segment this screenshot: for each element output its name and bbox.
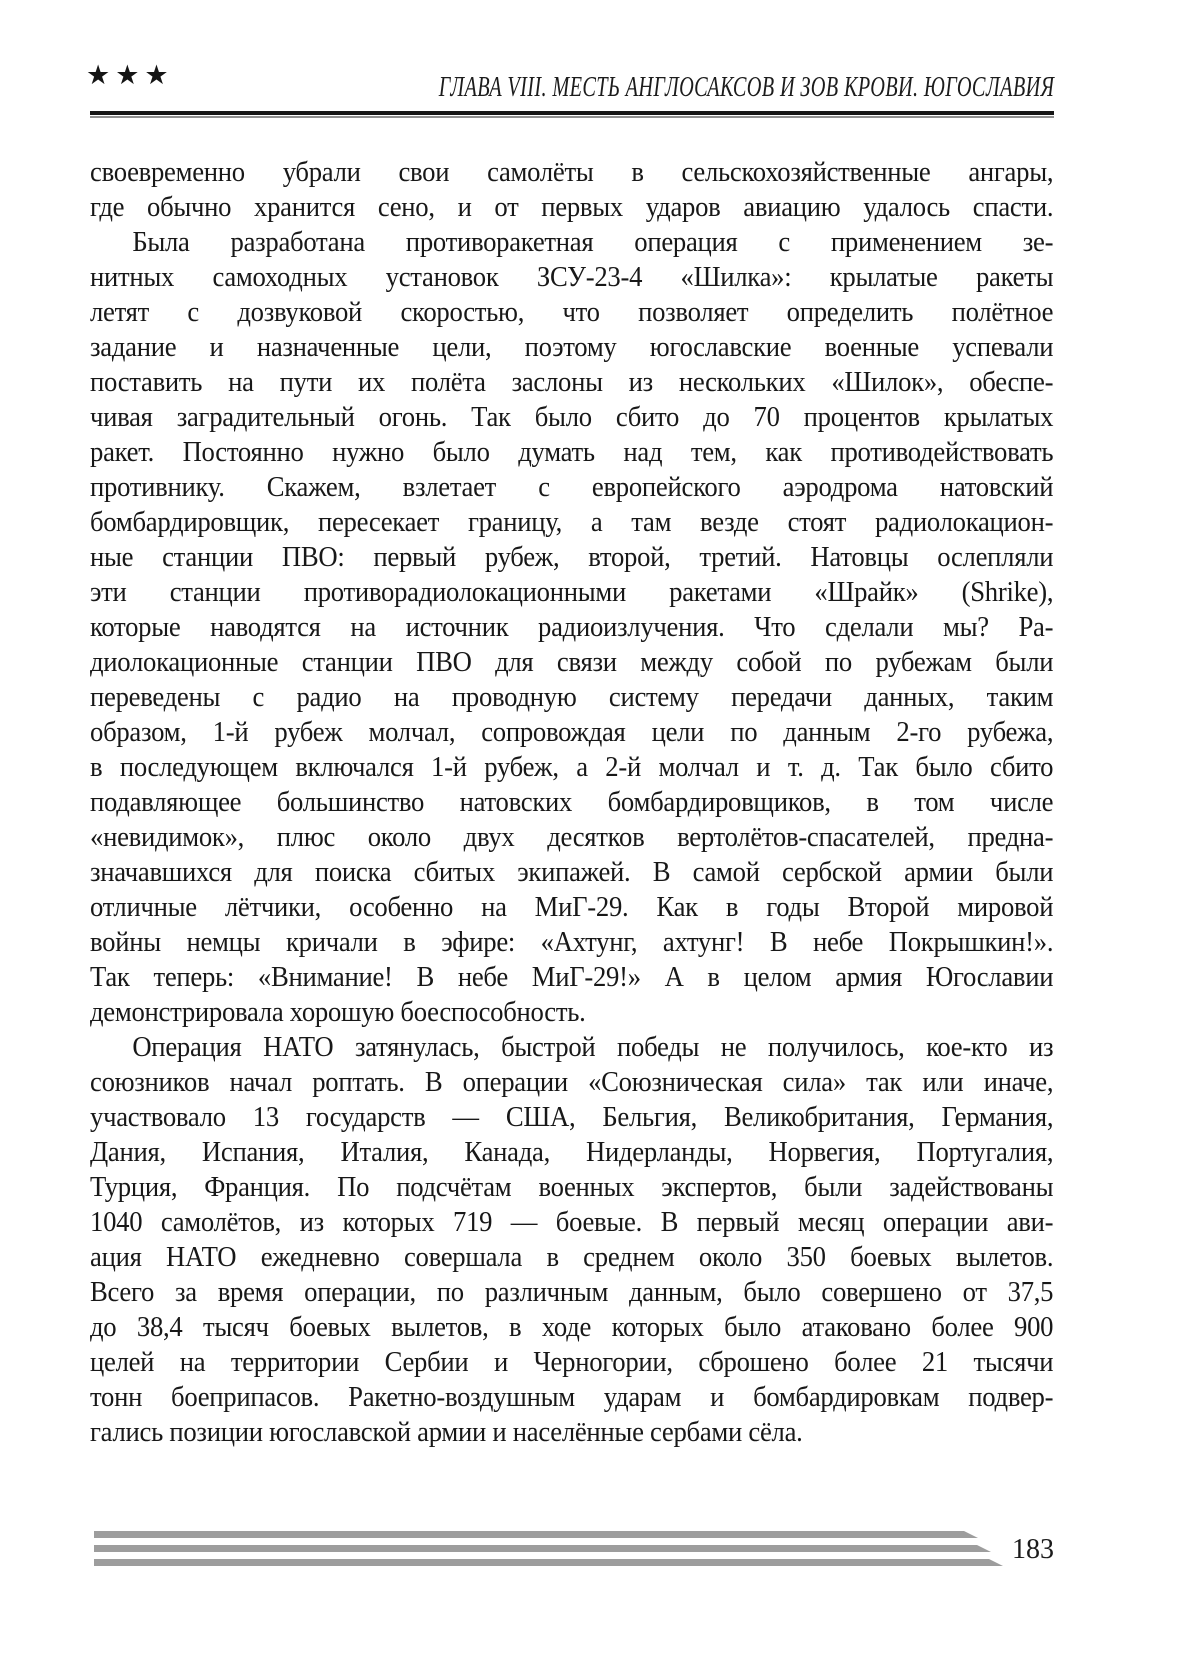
text-line: целей на территории Сербии и Черногории, сброшено более 21 тысячи <box>90 1346 1054 1378</box>
text-line: где обычно хранится сено, и от первых ударов авиацию удалось спасти. <box>90 191 1054 223</box>
text-line: ракет. Постоянно нужно было думать над тем, как противодействовать <box>90 436 1054 468</box>
text-line: Дания, Испания, Италия, Канада, Нидерланды, Норвегия, Португалия, <box>90 1136 1054 1168</box>
text-line: гались позиции югославской армии и населённые сербами сёла. <box>90 1416 803 1448</box>
text-line: 1040 самолётов, из которых 719 — боевые. В первый месяц операции ави- <box>90 1206 1054 1238</box>
text-line: нитных самоходных установок ЗСУ-23-4 «Шилка»: крылатые ракеты <box>90 261 1054 293</box>
text-line: Операция НАТО затянулась, быстрой победы не получилось, кое-кто из <box>132 1031 1054 1063</box>
text-line: значавшихся для поиска сбитых экипажей. В самой сербской армии были <box>90 856 1054 888</box>
text-line: демонстрировала хорошую боеспособность. <box>90 996 586 1028</box>
text-line: в последующем включался 1-й рубеж, а 2-й молчал и т. д. Так было сбито <box>90 751 1054 783</box>
chapter-stars-icon: ★★★ <box>86 60 174 90</box>
text-line: ные станции ПВО: первый рубеж, второй, третий. Натовцы ослепляли <box>90 541 1054 573</box>
header-rule <box>90 111 1054 118</box>
footer-ornament-bar-3 <box>94 1559 1003 1566</box>
footer-ornament-bar-1 <box>94 1531 978 1538</box>
text-line: до 38,4 тысяч боевых вылетов, в ходе которых было атаковано более 900 <box>90 1311 1054 1343</box>
text-line: Всего за время операции, по различным данным, было совершено от 37,5 <box>90 1276 1054 1308</box>
text-line: переведены с радио на проводную систему передачи данных, таким <box>90 681 1054 713</box>
text-line: противнику. Скажем, взлетает с европейского аэродрома натовский <box>90 471 1054 503</box>
text-line: Так теперь: «Внимание! В небе МиГ-29!» А в целом армия Югославии <box>90 961 1054 993</box>
text-line: «невидимок», плюс около двух десятков вертолётов-спасателей, предна- <box>90 821 1054 853</box>
text-line: диолокационные станции ПВО для связи между собой по рубежам были <box>90 646 1054 678</box>
page-text <box>90 155 1053 1450</box>
text-line: отличные лётчики, особенно на МиГ-29. Как в годы Второй мировой <box>90 891 1054 923</box>
text-line: летят с дозвуковой скоростью, что позволяет определить полётное <box>90 296 1054 328</box>
footer-ornament-bar-2 <box>94 1545 991 1552</box>
text-line: подавляющее большинство натовских бомбардировщиков, в том числе <box>90 786 1054 818</box>
running-head-title: ГЛАВА VIII. МЕСТЬ АНГЛОСАКСОВ И ЗОВ КРОВИ. ЮГОСЛАВИЯ <box>438 71 1054 103</box>
text-line: Была разработана противоракетная операция с применением зе- <box>132 226 1054 258</box>
text-line: ация НАТО ежедневно совершала в среднем около 350 боевых вылетов. <box>90 1241 1054 1273</box>
text-line: своевременно убрали свои самолёты в сельскохозяйственные ангары, <box>90 156 1054 188</box>
text-line: задание и назначенные цели, поэтому югославские военные успевали <box>90 331 1054 363</box>
text-line: образом, 1-й рубеж молчал, сопровождая цели по данным 2-го рубежа, <box>90 716 1054 748</box>
text-line: которые наводятся на источник радиоизлучения. Что сделали мы? Ра- <box>90 611 1054 643</box>
text-line: союзников начал роптать. В операции «Союзническая сила» так или иначе, <box>90 1066 1054 1098</box>
page-number: 183 <box>1012 1534 1054 1565</box>
text-line: участвовало 13 государств — США, Бельгия, Великобритания, Германия, <box>90 1101 1054 1133</box>
text-line: войны немцы кричали в эфире: «Ахтунг, ахтунг! В небе Покрышкин!». <box>90 926 1054 958</box>
text-line: поставить на пути их полёта заслоны из нескольких «Шилок», обеспе- <box>90 366 1054 398</box>
text-line: чивая заградительный огонь. Так было сбито до 70 процентов крылатых <box>90 401 1054 433</box>
text-line: Турция, Франция. По подсчётам военных экспертов, были задействованы <box>90 1171 1054 1203</box>
text-line: эти станции противорадиолокационными ракетами «Шрайк» (Shrike), <box>90 576 1054 608</box>
text-line: тонн боеприпасов. Ракетно-воздушным ударам и бомбардировкам подвер- <box>90 1381 1054 1413</box>
text-line: бомбардировщик, пересекает границу, а там везде стоят радиолокацион- <box>90 506 1054 538</box>
